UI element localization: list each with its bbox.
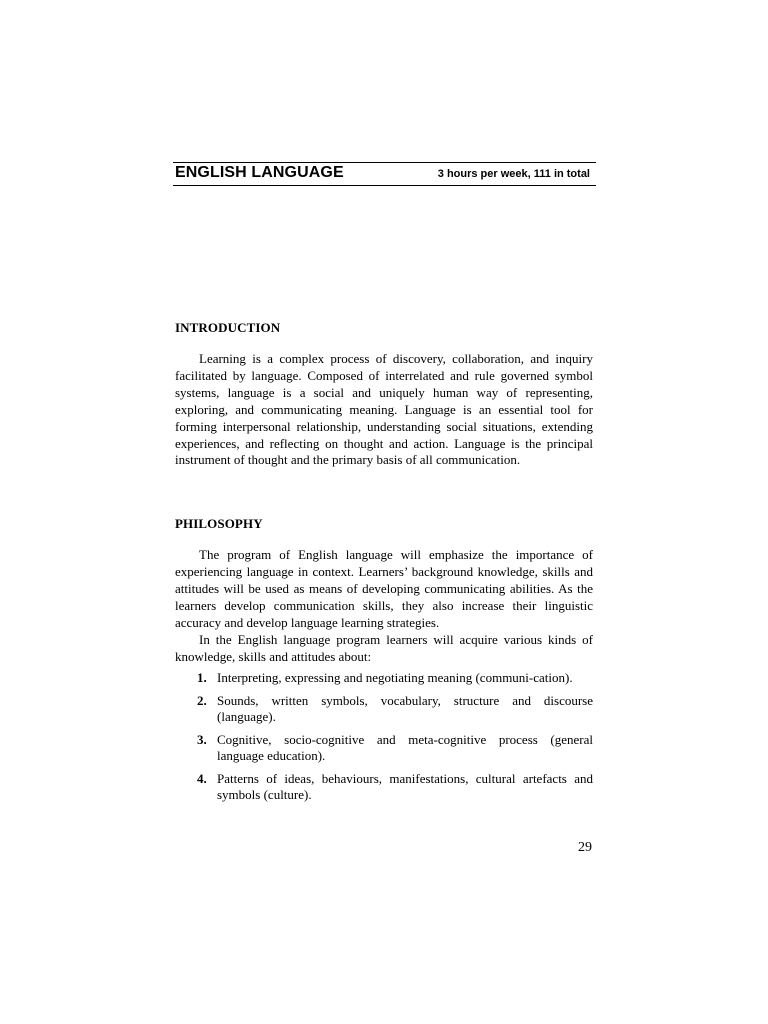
philosophy-list — [175, 670, 593, 810]
philosophy-heading: PHILOSOPHY — [175, 516, 263, 531]
list-item-number: 4. — [197, 770, 207, 786]
philosophy-paragraph-1: The program of English language will emphasize the importance of experiencing language in context. Learners’ background knowledge, skills and attitudes will be used as means of developing communicating abilities. As the learners develop communication skills, they also increase their linguistic accuracy and develop language learning strategies. — [175, 547, 593, 630]
page-number: 29 — [578, 840, 592, 855]
running-header — [173, 162, 596, 186]
philosophy-paragraph-2: In the English language program learners will acquire various kinds of knowledge, skills and attitudes about: — [175, 632, 593, 664]
list-item — [175, 670, 593, 687]
list-item-text: Interpreting, expressing and negotiating meaning (communi-cation). — [217, 670, 573, 685]
introduction-heading: INTRODUCTION — [175, 320, 281, 335]
hours-info: 3 hours per week, 111 in total — [437, 168, 590, 180]
list-item-number: 2. — [197, 692, 207, 708]
subject-title: ENGLISH LANGUAGE — [175, 164, 344, 181]
list-item-text: Patterns of ideas, behaviours, manifestations, cultural artefacts and symbols (culture). — [217, 770, 593, 802]
list-item-number: 1. — [197, 670, 207, 685]
list-item-number: 3. — [197, 731, 207, 747]
list-item — [175, 693, 593, 726]
list-item — [175, 732, 593, 765]
list-item — [175, 771, 593, 804]
list-item-text: Cognitive, socio-cognitive and meta-cognitive process (general language education). — [217, 731, 593, 763]
list-item-text: Sounds, written symbols, vocabulary, structure and discourse (language). — [217, 692, 593, 724]
introduction-paragraph: Learning is a complex process of discovery, collaboration, and inquiry facilitated by language. Composed of interrelated and rule governed symbol systems, language is a social and uniquely human way of representing, exploring, and communicating meaning. Language is an essential tool for forming interpersonal relationship, understanding social situations, extending experiences, and reflecting on thought and action. Language is the principal instrument of thought and the primary basis of all communication. — [175, 351, 593, 468]
